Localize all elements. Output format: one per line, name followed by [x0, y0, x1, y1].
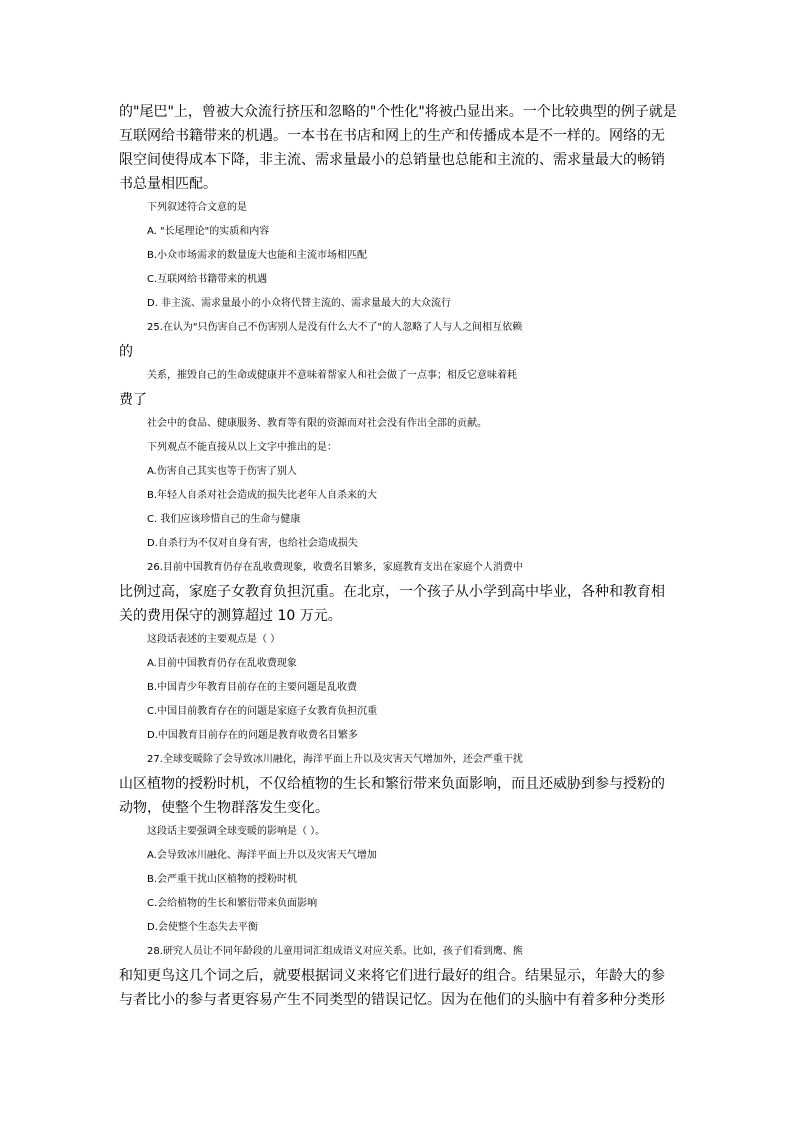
text-line: 这段话主要强调全球变暖的影响是（ ）。 — [147, 826, 326, 837]
text-line: 与者比小的参与者更容易产生不同类型的错误记忆。因为在他们的头脑中有着多种分类形 — [119, 992, 665, 1008]
text-line: 社会中的食品、健康服务、教育等有限的资源而对社会没有作出全部的贡献。 — [147, 418, 487, 429]
text-line: D. 非主流、需求量最小的小众将代替主流的、需求量最大的大众流行 — [147, 298, 452, 309]
text-line: 和知更鸟这几个词之后，就要根据词义来将它们进行最好的组合。结果显示，年龄大的参 — [119, 968, 665, 984]
text-line: B.年轻人自杀对社会造成的损失比老年人自杀来的大 — [147, 490, 378, 501]
text-line: 关系，摧毁自己的生命或健康并不意味着帮家人和社会做了一点事；相反它意味着耗 — [147, 370, 517, 381]
text-line: 比例过高，家庭子女教育负担沉重。在北京，一个孩子从小学到高中毕业，各种和教育相 — [119, 584, 665, 600]
text-line: 限空间使得成本下降，非主流、需求量最小的总销量也总能和主流的、需求量最大的畅销 — [119, 152, 665, 168]
text-line: 这段话表述的主要观点是（ ） — [147, 634, 281, 645]
document-body — [119, 100, 679, 1012]
text-line: A. "长尾理论"的实质和内容 — [147, 226, 270, 237]
text-line: A.伤害自己其实也等于伤害了别人 — [147, 466, 297, 477]
text-line: A.会导致冰川融化、海洋平面上升以及灾害天气增加 — [147, 850, 377, 861]
text-line: C.中国目前教育存在的问题是家庭子女教育负担沉重 — [147, 706, 378, 717]
text-line: 28.研究人员让不同年龄段的儿童用词汇组成语义对应关系。比如，孩子们看到鹰、熊 — [147, 946, 523, 957]
text-line: 25.在认为"只伤害自己不伤害别人是没有什么大不了"的人忽略了人与人之间相互依赖 — [147, 322, 523, 333]
text-line: D.会使整个生态失去平衡 — [147, 922, 258, 933]
text-line: 山区植物的授粉时机，不仅给植物的生长和繁衍带来负面影响，而且还威胁到参与授粉的 — [119, 776, 665, 792]
text-line: D.自杀行为不仅对自身有害，也给社会造成损失 — [147, 538, 358, 549]
text-line: C.会给植物的生长和繁衍带来负面影响 — [147, 898, 318, 909]
text-line: 26.目前中国教育仍存在乱收费现象，收费名目繁多，家庭教育支出在家庭个人消费中 — [147, 562, 523, 573]
text-line: 费了 — [119, 392, 147, 408]
text-line: A.目前中国教育仍存在乱收费现象 — [147, 658, 297, 669]
text-line: 书总量相匹配。 — [119, 176, 217, 192]
text-line: 下列叙述符合文意的是 — [147, 202, 247, 213]
text-line: 下列观点不能直接从以上文字中推出的是： — [147, 442, 337, 453]
text-line: B.小众市场需求的数量庞大也能和主流市场相匹配 — [147, 250, 368, 261]
text-line: 动物，使整个生物群落发生变化。 — [119, 800, 329, 816]
text-line: C.互联网给书籍带来的机遇 — [147, 274, 268, 285]
text-line: B.中国青少年教育目前存在的主要问题是乱收费 — [147, 682, 358, 693]
text-line: B.会严重干扰山区植物的授粉时机 — [147, 874, 298, 885]
text-line: 的"尾巴"上，曾被大众流行挤压和忽略的"个性化"将被凸显出来。一个比较典型的例子就是 — [119, 104, 677, 120]
text-line: 的 — [119, 344, 133, 360]
text-line: 27.全球变暖除了会导致冰川融化，海洋平面上升以及灾害天气增加外，还会严重干扰 — [147, 754, 523, 765]
text-line: 互联网给书籍带来的机遇。一本书在书店和网上的生产和传播成本是不一样的。网络的无 — [119, 128, 665, 144]
text-line: 关的费用保守的测算超过 10 万元。 — [119, 608, 342, 624]
text-line: D.中国教育目前存在的问题是教育收费名目繁多 — [147, 730, 358, 741]
text-line: C. 我们应该珍惜自己的生命与健康 — [147, 514, 301, 525]
